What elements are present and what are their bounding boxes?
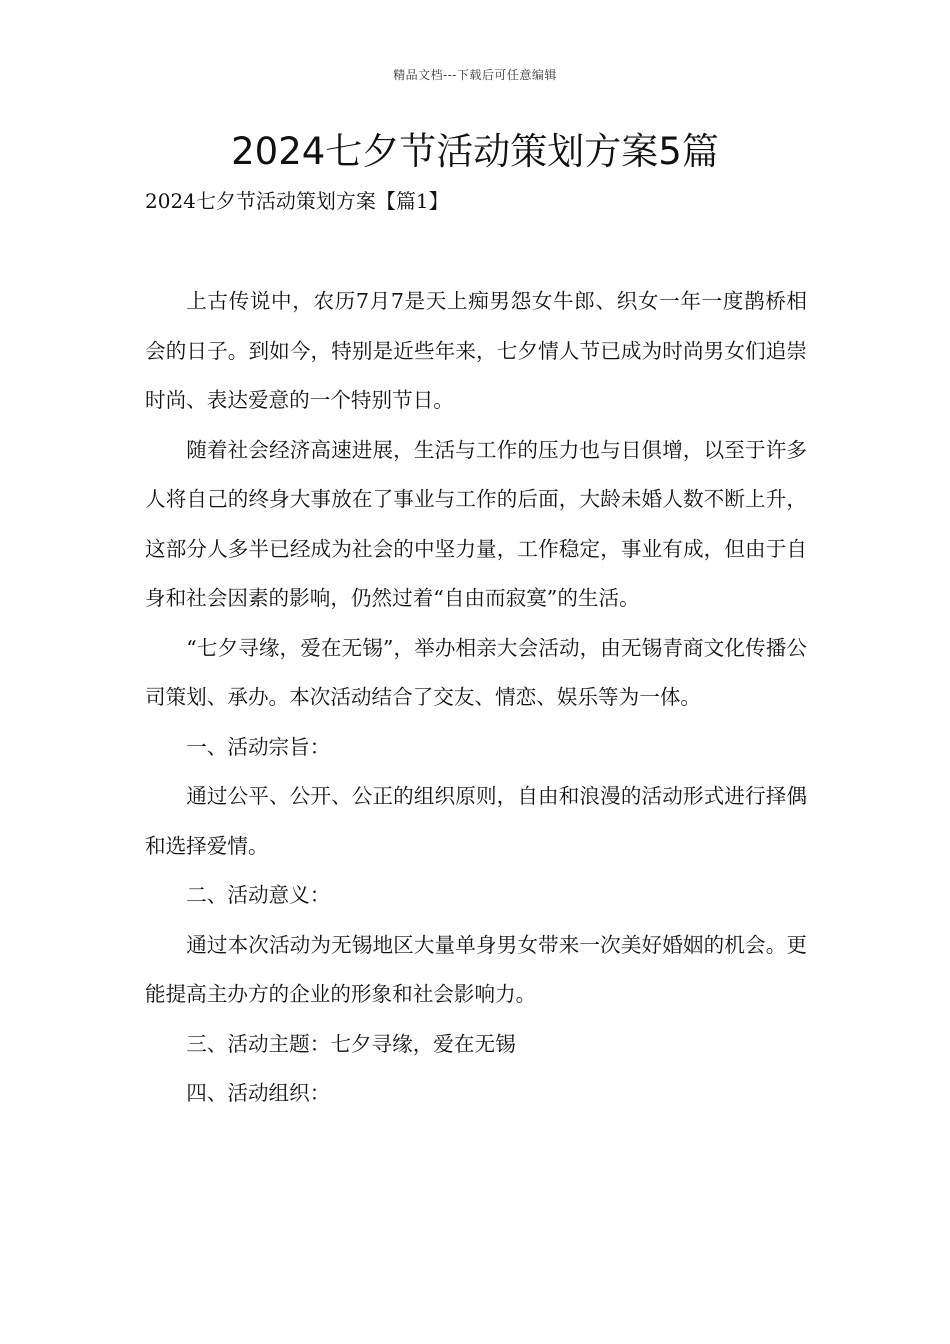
section-subtitle: 2024七夕节活动策划方案【篇1】 bbox=[145, 189, 449, 213]
paragraph-significance: 通过本次活动为无锡地区大量单身男女带来一次美好婚姻的机会。更能提高主办方的企业的形象和社会影响力。 bbox=[145, 932, 807, 1006]
heading-theme: 三、活动主题：七夕寻缘，爱在无锡 bbox=[186, 1031, 516, 1056]
heading-organization: 四、活动组织： bbox=[186, 1081, 331, 1105]
heading-significance: 二、活动意义： bbox=[186, 883, 331, 907]
paragraph-legend: 上古传说中，农历7月7是天上痴男怨女牛郎、织女一年一度鹊桥相会的日子。到如今，特别是近些年来，七夕情人节已成为时尚男女们追崇时尚、表达爱意的一个特别节日。 bbox=[145, 289, 807, 412]
paragraph-background: 随着社会经济高速进展，生活与工作的压力也与日俱增，以至于许多人将自己的终身大事放在了事业与工作的后面，大龄未婚人数不断上升，这部分人多半已经成为社会的中坚力量，工作稳定，事业有成，但由于自身和社会因素的影响，仍然过着“自由而寂寞”的生活。 bbox=[145, 437, 807, 610]
paragraph-event-intro: “七夕寻缘，爱在无锡”，举办相亲大会活动，由无锡青商文化传播公司策划、承办。本次活动结合了交友、情恋、娱乐等为一体。 bbox=[145, 635, 807, 709]
heading-purpose: 一、活动宗旨： bbox=[186, 734, 331, 759]
paragraph-purpose: 通过公平、公开、公正的组织原则，自由和浪漫的活动形式进行择偶和选择爱情。 bbox=[145, 784, 807, 858]
document-body bbox=[145, 277, 807, 1119]
document-title: 2024七夕节活动策划方案5篇 bbox=[231, 130, 719, 173]
header-note: 精品文档---下载后可任意编辑 bbox=[393, 68, 557, 82]
